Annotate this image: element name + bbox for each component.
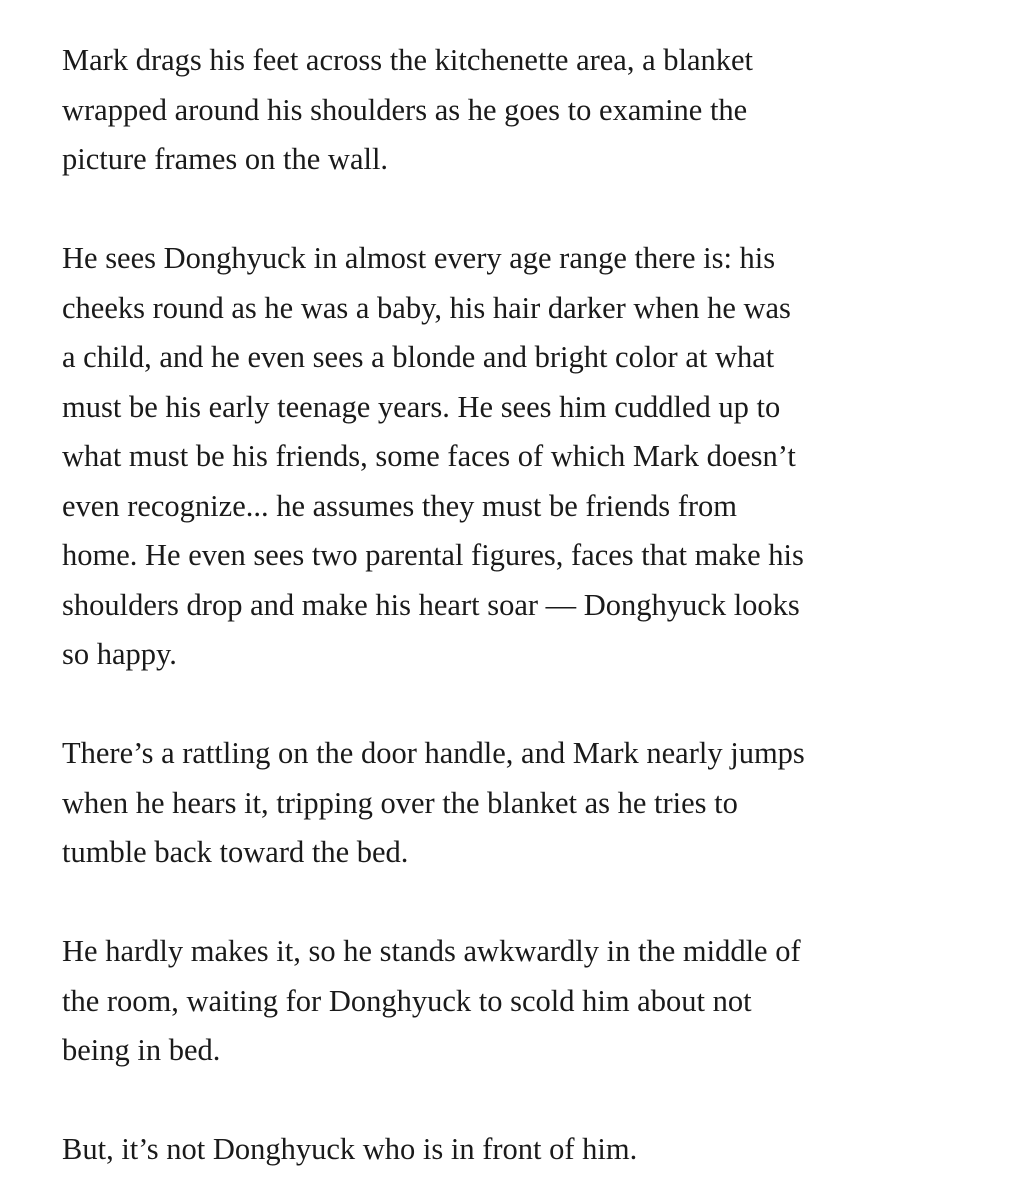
- paragraph-5: But, it’s not Donghyuck who is in front of him.: [62, 1132, 638, 1166]
- paragraph-4: He hardly makes it, so he stands awkwardly in the middle of the room, waiting for Donghyuck to scold him about not being in bed.: [62, 934, 801, 1067]
- paragraph-2: He sees Donghyuck in almost every age range there is: his cheeks round as he was a baby, his hair darker when he was a child, and he even sees a blonde and bright color at what must be his early teenage years. He sees him cuddled up to what must be his friends, some faces of which Mark doesn’t even recognize... he assumes they must be friends from home. He even sees two parental figures, faces that make his shoulders drop and make his heart soar — Donghyuck looks so happy.: [62, 241, 804, 671]
- paragraph-1: Mark drags his feet across the kitchenette area, a blanket wrapped around his shoulders as he goes to examine the picture frames on the wall.: [62, 43, 754, 176]
- paragraph-3: There’s a rattling on the door handle, and Mark nearly jumps when he hears it, tripping over the blanket as he tries to tumble back toward the bed.: [62, 736, 805, 869]
